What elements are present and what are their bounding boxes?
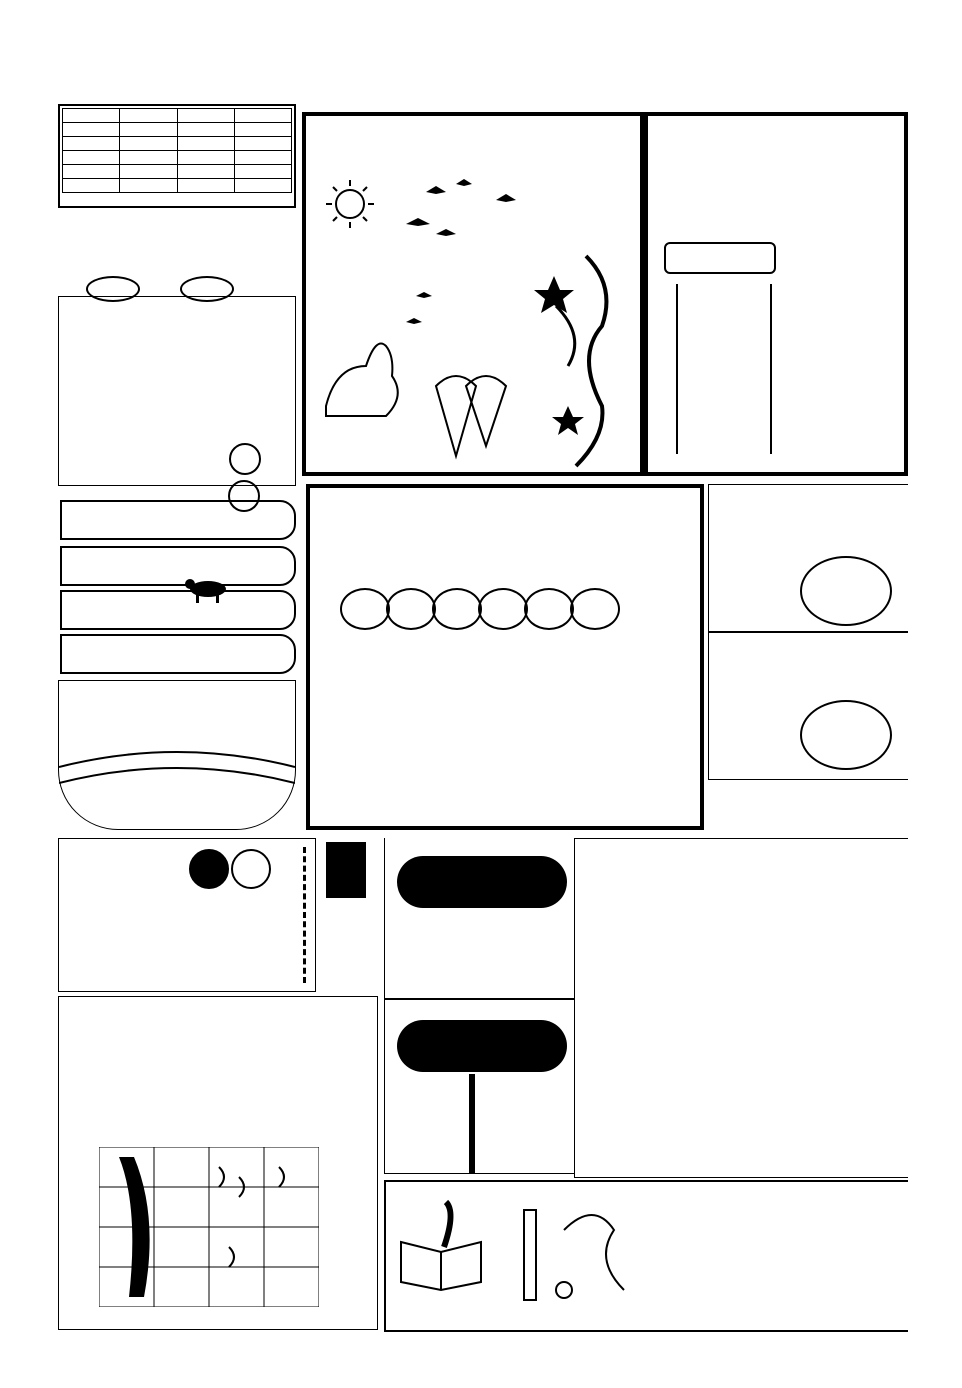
number-ball [570, 588, 620, 630]
solve-box [384, 1180, 908, 1332]
table-header-row [63, 109, 292, 123]
table-row [63, 179, 292, 193]
top-strip [18, 68, 944, 92]
draw-number-circle [800, 700, 892, 770]
table-row [63, 123, 292, 137]
total-banner [397, 856, 567, 908]
table-cell [63, 123, 120, 137]
contribution-box [58, 680, 296, 830]
table-cell [177, 165, 234, 179]
table-cell [120, 137, 177, 151]
zodiac-puzzle-box [58, 996, 378, 1330]
table-row [63, 165, 292, 179]
number-ball [340, 588, 390, 630]
illustration-box [302, 112, 644, 476]
table-cell [120, 123, 177, 137]
table-cell [234, 179, 291, 193]
right-strip [920, 96, 944, 1336]
greeting-badge [231, 849, 271, 889]
scroll-label-box [664, 242, 776, 274]
scroll-drawing [504, 1190, 644, 1310]
table-cell [177, 123, 234, 137]
left-strip [20, 96, 44, 1336]
total-box [384, 838, 574, 1174]
table-cell [177, 137, 234, 151]
banner-ribbon [59, 737, 295, 797]
book-icon [396, 1192, 486, 1292]
total-rule [385, 998, 575, 1000]
draw-number-circle [800, 556, 892, 626]
record-table-box [58, 104, 296, 208]
lucky-row [60, 546, 296, 586]
dashed-divider [303, 847, 308, 983]
tie-box [326, 842, 366, 898]
xuanji-box [644, 112, 908, 476]
table-cell [63, 165, 120, 179]
table-row [63, 137, 292, 151]
table-cell [63, 179, 120, 193]
table-cell [234, 123, 291, 137]
result-divider [469, 1074, 475, 1174]
number-ball [524, 588, 574, 630]
greeting-box [58, 838, 316, 992]
table-cell [177, 179, 234, 193]
special-box [58, 296, 296, 486]
table-header [177, 109, 234, 123]
lucky-row [60, 590, 296, 630]
special-banner [397, 1020, 567, 1072]
table-header [120, 109, 177, 123]
table-cell [120, 179, 177, 193]
number-ball [432, 588, 482, 630]
special-number-circle [229, 443, 261, 475]
buy-box [574, 838, 908, 1178]
number-ball [386, 588, 436, 630]
greeting-badge [189, 849, 229, 889]
table-header [63, 109, 120, 123]
table-cell [120, 165, 177, 179]
table-cell [234, 137, 291, 151]
lucky-row [60, 634, 296, 674]
number-ball [478, 588, 528, 630]
lucky-row [60, 500, 296, 540]
illustration-drawing [306, 116, 640, 472]
table-cell [63, 137, 120, 151]
computer-box [306, 484, 704, 830]
table-cell [177, 151, 234, 165]
table-row [63, 151, 292, 165]
table-cell [63, 151, 120, 165]
record-table [62, 108, 292, 193]
ball-row [340, 588, 616, 630]
table-cell [234, 151, 291, 165]
table-cell [120, 151, 177, 165]
puzzle-grid [99, 1147, 319, 1307]
table-header [234, 109, 291, 123]
scroll-poem [676, 284, 772, 454]
table-cell [234, 165, 291, 179]
